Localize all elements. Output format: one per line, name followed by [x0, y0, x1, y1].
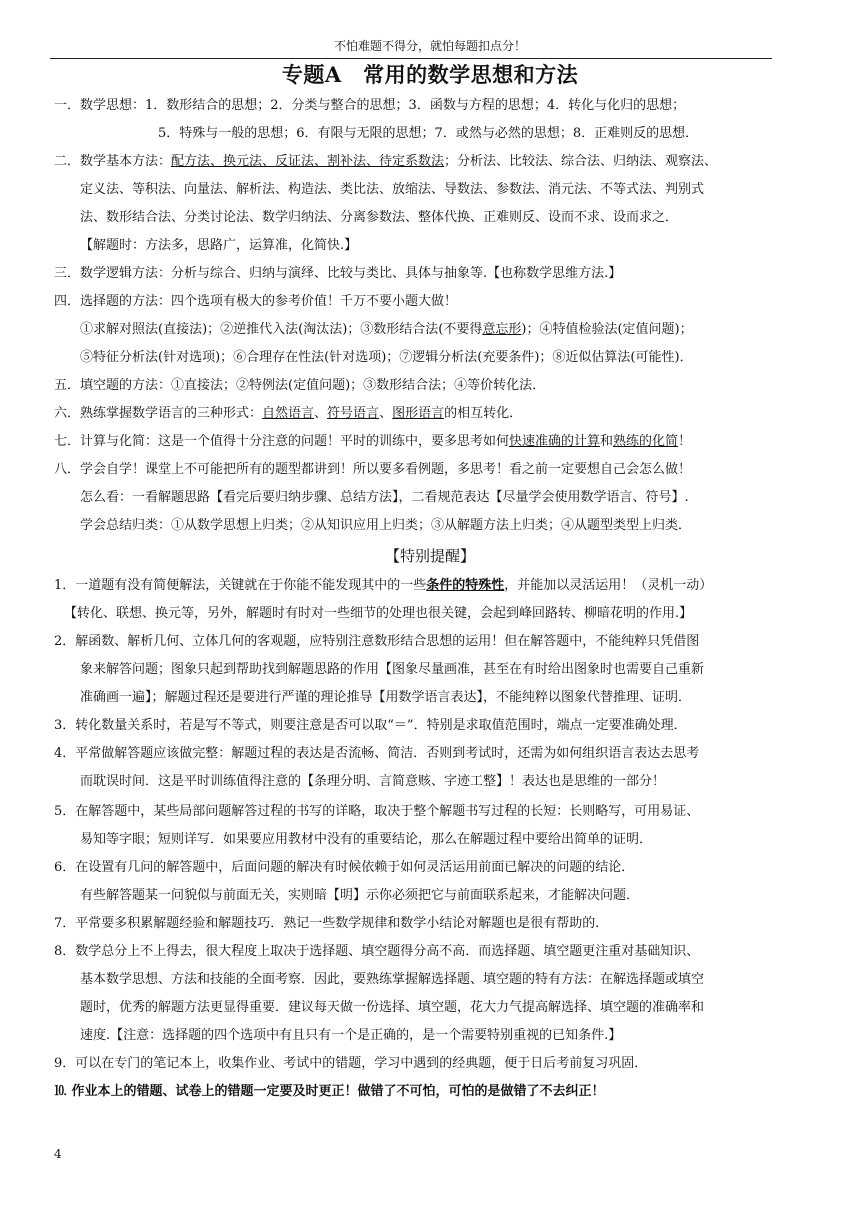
section-2-line-4: 【解题时：方法多，思路广，运算准，化简快.】	[80, 238, 358, 253]
reminder-9-line: 9．可以在专门的笔记本上，收集作业、考试中的错题，学习中遇到的经典题，便于日后考前复习巩固．	[54, 1056, 648, 1071]
reminder-3-line: 3．转化数量关系时，若是写不等式，则要注意是否可以取“＝”．特别是求取值范围时，端点一定要准确处理．	[54, 718, 687, 733]
section-7-underlined-1: 快速准确的计算	[509, 434, 601, 449]
section-6-graphic-language: 图形语言	[392, 406, 445, 421]
reminder-2-line-2: 象来解答问题；图象只起到帮助找到解题思路的作用【图象尽量画准，甚至在有时给出图象时也需要自己重新	[80, 662, 705, 677]
section-7-mid: 和	[600, 434, 614, 449]
reminder-7-line: 7．平常要多积累解题经验和解题技巧．熟记一些数学规律和数学小结论对解题也是很有帮助的．	[54, 916, 609, 931]
section-6-sep-2: 、	[379, 406, 393, 421]
running-header: 不怕难题不得分，就怕每题扣点分！	[333, 39, 526, 53]
section-2-prefix: 二．数学基本方法：	[54, 154, 172, 169]
section-2-line-3: 法、数形结合法、分类讨论法、数学归纳法、分离参数法、整体代换、正难则反、设而不求、设而求之．	[80, 210, 679, 225]
section-7-post: ！	[678, 434, 692, 449]
section-7-pre: 七．计算与化简：这是一个值得十分注意的问题！平时的训练中，要多思考如何	[54, 434, 510, 449]
page-title: 专题A 常用的数学思想和方法	[281, 62, 579, 87]
section-4-line-3: ⑤特征分析法(针对选项)；⑥合理存在性法(针对选项)；⑦逻辑分析法(充要条件)；⑧近似估算法(可能性)．	[80, 350, 693, 365]
reminder-5-line-1: 5．在解答题中，某些局部问题解答过程的书写的详略，取决于整个解题书写过程的长短：长则略写，可用易证、	[54, 804, 700, 819]
reminder-8-line-4: 速度.【注意：选择题的四个选项中有且只有一个是正确的，是一个需要特别重视的已知条件.】	[80, 1028, 622, 1043]
section-6-line	[54, 404, 522, 424]
reminder-8-line-1: 8．数学总分上不上得去，很大程度上取决于选择题、填空题得分高不高．而选择题、填空题更注重对基础知识、	[54, 944, 700, 959]
section-6-pre: 六．熟练掌握数学语言的三种形式：	[54, 406, 263, 421]
section-5-line: 五．填空题的方法：①直接法；②特例法(定值问题)；③数形结合法；④等价转化法．	[54, 378, 546, 393]
section-6-sep-1: 、	[314, 406, 328, 421]
reminder-4-line-2: 而耽误时间．这是平时训练值得注意的【条理分明、言简意赅、字迹工整】！表达也是思维的一部分！	[80, 774, 666, 789]
section-2-underlined-methods: 配方法、换元法、反证法、割补法、待定系数法	[171, 154, 445, 169]
section-7-underlined-2: 熟练的化简	[613, 434, 679, 449]
page-number: 4	[54, 1147, 62, 1161]
reminder-8-line-3: 题时，优秀的解题方法更显得重要．建议每天做一份选择、填空题，花大力气提高解选择、填空题的准确率和	[80, 1000, 705, 1015]
section-4-underlined: 意忘形	[482, 322, 522, 337]
section-6-symbol-language: 符号语言	[327, 406, 380, 421]
section-2-line-1	[54, 152, 717, 172]
reminder-10-line: ⒑ 作业本上的错题、试卷上的错题一定要及时更正！做错了不可怕，可怕的是做错了不去纠正！	[54, 1084, 605, 1099]
section-6-natural-language: 自然语言	[262, 406, 315, 421]
reminder-1-line-2: 【转化、联想、换元等，另外，解题时有时对一些细节的处理也很关键，会起到峰回路转、柳暗花明的作用.】	[64, 606, 693, 621]
section-7-line	[54, 432, 691, 452]
header-rule	[50, 58, 772, 59]
section-4-line-2-pre: ①求解对照法(直接法)；②逆推代入法(淘汰法)；③数形结合法(不要得	[80, 322, 483, 337]
reminder-heading: 【特别提醒】	[384, 547, 475, 565]
section-2-rest: ；分析法、比较法、综合法、归纳法、观察法、	[444, 154, 718, 169]
reminder-6-line-2: 有些解答题某一问貌似与前面无关，实则暗【明】示你必须把它与前面联系起来，才能解决问题．	[80, 888, 640, 903]
reminder-1-pre: 1．一道题有没有简便解法，关键就在于你能不能发现其中的一些	[54, 578, 427, 593]
reminder-1-emphasis: 条件的特殊性	[426, 578, 505, 593]
reminder-4-line-1: 4．平常做解答题应该做完整：解题过程的表达是否流畅、简洁．否则到考试时，还需为如何组织语言表达去思考	[54, 746, 700, 761]
section-4-line-1: 四．选择题的方法：四个选项有极大的参考价值！千万不要小题大做！	[54, 294, 458, 309]
section-3-line: 三．数学逻辑方法：分析与综合、归纳与演绎、比较与类比、具体与抽象等.【也称数学思维方法.】	[54, 266, 622, 281]
reminder-1-line-1	[54, 576, 712, 596]
section-4-line-2-post: )；④特值检验法(定值问题)；	[521, 322, 693, 337]
section-1-line-1: 一．数学思想：1．数形结合的思想；2．分类与整合的思想；3．函数与方程的思想；4．转化与化归的思想；	[54, 98, 686, 113]
section-1-line-2: 5．特殊与一般的思想；6．有限与无限的思想；7．或然与必然的思想；8．正难则反的思想．	[158, 126, 699, 141]
section-8-line-3: 学会总结归类：①从数学思想上归类；②从知识应用上归类；③从解题方法上归类；④从题型类型上归类．	[80, 518, 692, 533]
reminder-1-post: ，并能加以灵活运用！（灵机一动）	[504, 578, 713, 593]
reminder-8-line-2: 基本数学思想、方法和技能的全面考察．因此，要熟练掌握解选择题、填空题的特有方法：在解选择题或填空	[80, 972, 705, 987]
reminder-2-line-1: 2．解函数、解析几何、立体几何的客观题，应特别注意数形结合思想的运用！但在解答题中，不能纯粹只凭借图	[54, 634, 700, 649]
reminder-5-line-2: 易知等字眼；短则详写．如果要应用教材中没有的重要结论，那么在解题过程中要给出简单的证明．	[80, 832, 653, 847]
section-8-line-2: 怎么看：一看解题思路【看完后要归纳步骤、总结方法】，二看规范表达【尽量学会使用数学语言、符号】.	[80, 490, 689, 505]
section-8-line-1: 八．学会自学！课堂上不可能把所有的题型都讲到！所以要多看例题，多思考！看之前一定要想自己会怎么做！	[54, 462, 692, 477]
reminder-6-line-1: 6．在设置有几问的解答题中，后面问题的解决有时候依赖于如何灵活运用前面已解决的问题的结论．	[54, 860, 635, 875]
section-2-line-2: 定义法、等积法、向量法、解析法、构造法、类比法、放缩法、导数法、参数法、消元法、不等式法、判别式	[80, 182, 705, 197]
section-4-line-2	[80, 320, 693, 340]
section-6-post: 的相互转化．	[444, 406, 523, 421]
reminder-2-line-3: 准确画一遍】；解题过程还是要进行严谨的理论推导【用数学语言表达】，不能纯粹以图象代替推理、证明．	[80, 690, 692, 705]
